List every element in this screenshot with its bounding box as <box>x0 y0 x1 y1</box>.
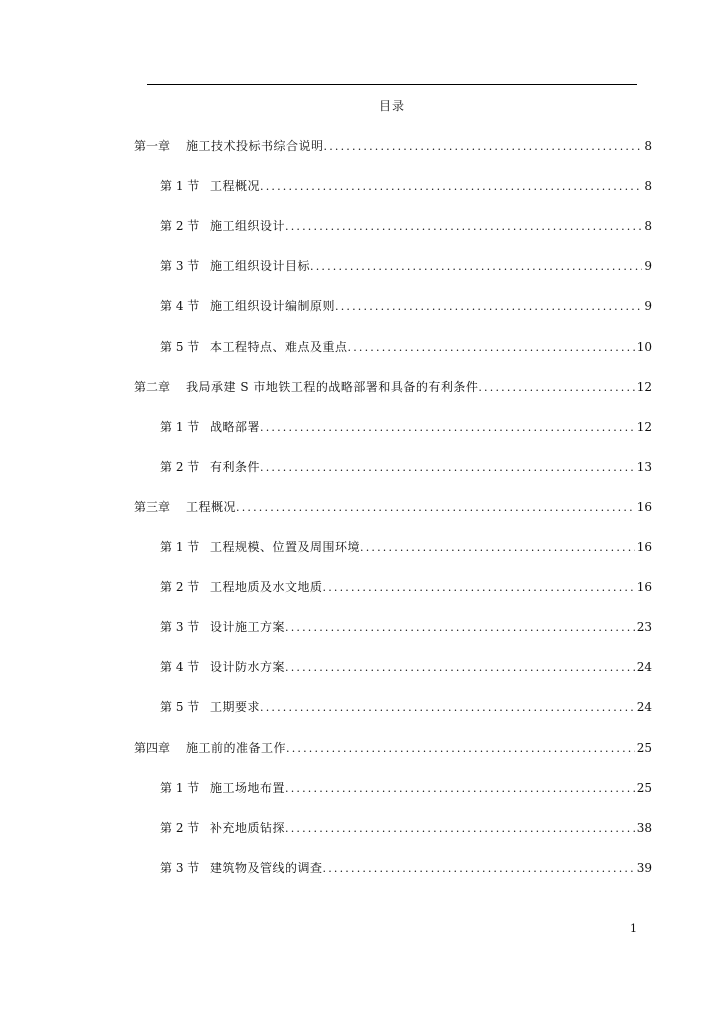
toc-entry-label: 第 4 节 <box>160 660 200 674</box>
toc-entry-title: 工程规模、位置及周围环境 <box>210 540 361 554</box>
toc-entry-label: 第 5 节 <box>160 700 200 714</box>
toc-entry-title: 建筑物及管线的调查 <box>210 861 323 875</box>
toc-entry-title: 补充地质钻探 <box>210 821 286 835</box>
toc-entry-label: 第四章 <box>134 741 171 755</box>
toc-entry-page: 8 <box>644 179 652 193</box>
dot-leader <box>348 338 635 358</box>
toc-entry[interactable] <box>160 818 652 838</box>
toc-entry[interactable] <box>160 417 652 437</box>
dot-leader <box>285 618 635 638</box>
toc-entry-title: 工程概况 <box>210 179 261 193</box>
toc-entry[interactable] <box>160 176 652 196</box>
dot-leader <box>260 418 635 438</box>
dot-leader <box>260 458 635 478</box>
toc-entry-label: 第 1 节 <box>160 781 200 795</box>
toc-entry-label: 第 3 节 <box>160 861 200 875</box>
toc-entry-title: 工程地质及水文地质 <box>210 580 323 594</box>
toc-entry-page: 12 <box>636 380 652 394</box>
toc-entry-page: 10 <box>636 340 652 354</box>
toc-entry-title: 设计防水方案 <box>210 660 286 674</box>
dot-leader <box>285 217 642 237</box>
toc-entry-title: 施工组织设计 <box>210 219 286 233</box>
toc-entry-page: 16 <box>636 500 652 514</box>
toc-entry-title: 我局承建 S 市地铁工程的战略部署和具备的有利条件 <box>186 380 479 394</box>
toc-entry-title: 设计施工方案 <box>210 620 286 634</box>
toc-entry-label: 第 1 节 <box>160 540 200 554</box>
toc-entry[interactable] <box>160 457 652 477</box>
toc-entry[interactable] <box>160 858 652 878</box>
dot-leader <box>323 859 635 879</box>
toc-entry-page: 13 <box>636 460 652 474</box>
toc-entry[interactable] <box>134 497 652 517</box>
dot-leader <box>285 658 635 678</box>
toc-entry-label: 第三章 <box>134 500 171 514</box>
toc-entry[interactable] <box>160 577 652 597</box>
dot-leader <box>286 739 635 759</box>
toc-entry-title: 工期要求 <box>210 700 261 714</box>
toc-entry-page: 39 <box>636 861 652 875</box>
toc-entry-label: 第 5 节 <box>160 340 200 354</box>
toc-entry-page: 25 <box>636 741 652 755</box>
toc-entry-label: 第二章 <box>134 380 171 394</box>
toc-entry[interactable] <box>160 256 652 276</box>
toc-entry-label: 第 2 节 <box>160 821 200 835</box>
toc-entry-title: 施工技术投标书综合说明 <box>186 139 324 153</box>
toc-entry-title: 本工程特点、难点及重点 <box>210 340 348 354</box>
toc-entry[interactable] <box>160 657 652 677</box>
toc-entry-title: 战略部署 <box>210 420 261 434</box>
toc-entry-page: 38 <box>636 821 652 835</box>
toc-entry-title: 工程概况 <box>186 500 237 514</box>
dot-leader <box>323 578 635 598</box>
toc-entry[interactable] <box>160 778 652 798</box>
toc-entry-label: 第 1 节 <box>160 420 200 434</box>
toc-entry-page: 9 <box>644 299 652 313</box>
toc-entry-page: 16 <box>636 540 652 554</box>
toc-entry[interactable] <box>160 216 652 236</box>
toc-entry-page: 24 <box>636 660 652 674</box>
toc-entry-page: 23 <box>636 620 652 634</box>
toc-entry-page: 8 <box>644 139 652 153</box>
toc-entry-label: 第 3 节 <box>160 259 200 273</box>
toc-entry-title: 施工场地布置 <box>210 781 286 795</box>
toc-entry[interactable] <box>160 337 652 357</box>
toc-entry[interactable] <box>160 296 652 316</box>
dot-leader <box>478 378 634 398</box>
toc-entry[interactable] <box>134 738 652 758</box>
toc-entry-page: 24 <box>636 700 652 714</box>
dot-leader <box>260 698 635 718</box>
toc-entry-title: 施工组织设计编制原则 <box>210 299 336 313</box>
toc-entry-label: 第 4 节 <box>160 299 200 313</box>
toc-entry[interactable] <box>160 537 652 557</box>
toc-entry-label: 第一章 <box>134 139 171 153</box>
dot-leader <box>260 177 642 197</box>
dot-leader <box>360 538 635 558</box>
toc-entry-label: 第 2 节 <box>160 219 200 233</box>
dot-leader <box>324 137 643 157</box>
toc-entry-title: 施工组织设计目标 <box>210 259 311 273</box>
toc-entry-page: 8 <box>644 219 652 233</box>
page-number: 1 <box>630 922 637 935</box>
toc-entry[interactable] <box>160 617 652 637</box>
toc-entry-title: 有利条件 <box>210 460 261 474</box>
toc-entry-label: 第 3 节 <box>160 620 200 634</box>
dot-leader <box>335 297 642 317</box>
toc-entry-label: 第 2 节 <box>160 460 200 474</box>
dot-leader <box>285 819 635 839</box>
toc-entry-label: 第 2 节 <box>160 580 200 594</box>
toc-entry[interactable] <box>134 136 652 156</box>
dot-leader <box>236 498 635 518</box>
toc-entry-label: 第 1 节 <box>160 179 200 193</box>
toc-title: 目录 <box>378 99 405 113</box>
toc-entry-title: 施工前的准备工作 <box>186 741 287 755</box>
toc-entry-page: 16 <box>636 580 652 594</box>
toc-entry-page: 25 <box>636 781 652 795</box>
dot-leader <box>285 779 635 799</box>
toc-entry-page: 9 <box>644 259 652 273</box>
toc-entry[interactable] <box>134 377 652 397</box>
header-rule <box>147 84 637 85</box>
toc-entry-page: 12 <box>636 420 652 434</box>
toc-entry[interactable] <box>160 697 652 717</box>
dot-leader <box>310 257 642 277</box>
